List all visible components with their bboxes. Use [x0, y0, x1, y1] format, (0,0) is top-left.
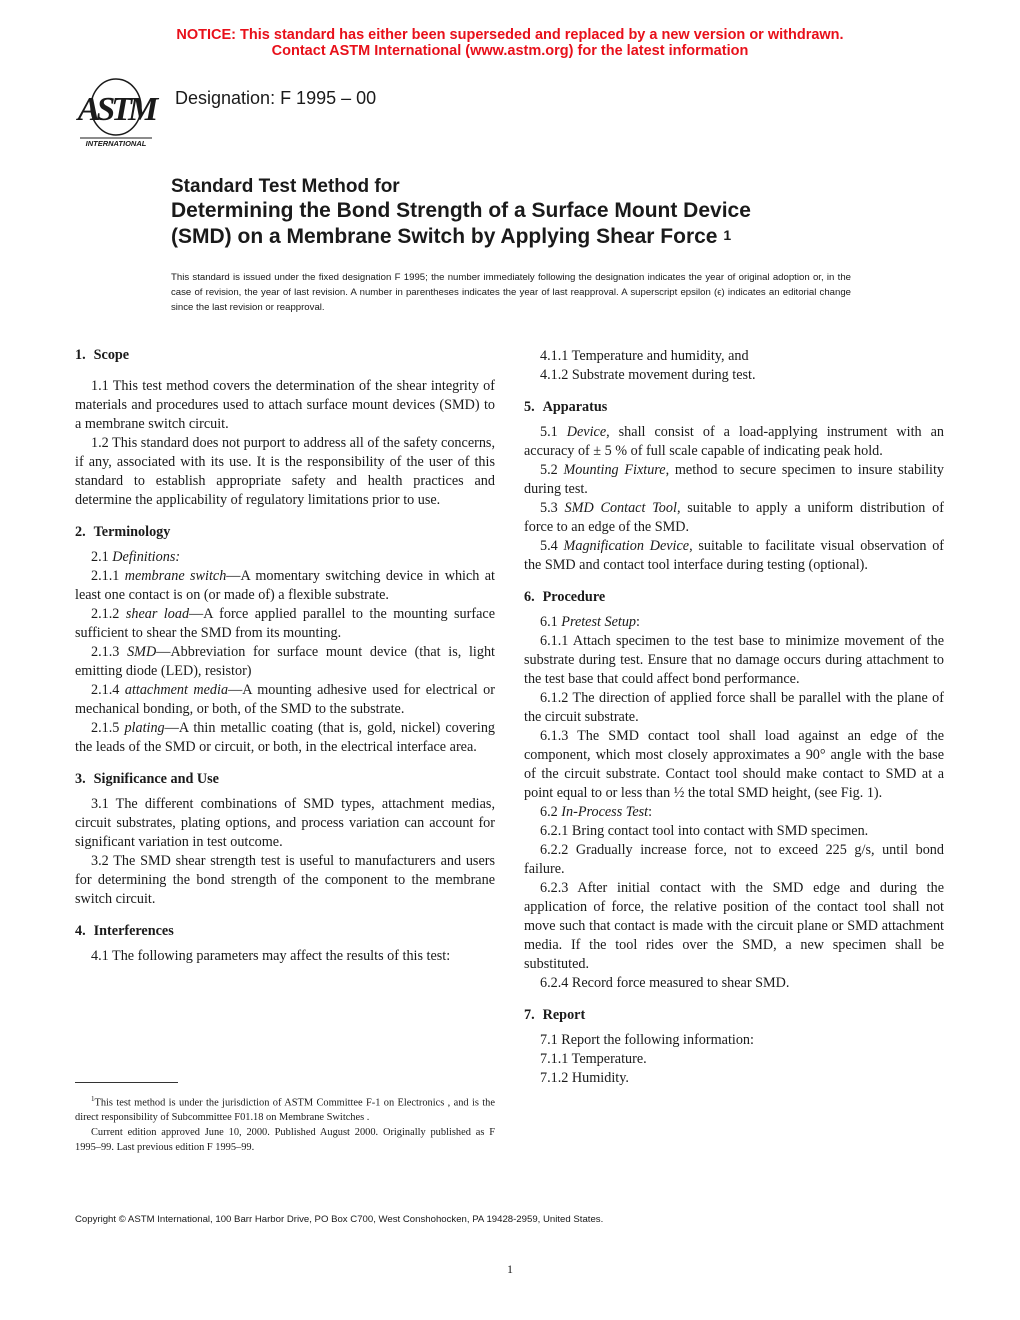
paragraph: 2.1.5 plating—A thin metallic coating (that is, gold, nickel) covering the leads of the SMD or circuit, or both, in the electrical interface area.	[75, 720, 496, 755]
paragraph: 2.1.1 membrane switch—A momentary switching device in which at least one contact is on (or made of) a flexible substrate.	[75, 568, 495, 603]
page-title	[171, 175, 891, 250]
section-heading: 1. Scope	[75, 347, 130, 363]
section-heading: 3. Significance and Use	[75, 771, 219, 787]
paragraph: 5.1 Device, shall consist of a load-applying instrument with an accuracy of ± 5 % of full scale capable of indicating peak hold.	[524, 424, 945, 459]
section-heading: 4. Interferences	[75, 923, 174, 939]
paragraph: 6.2 In-Process Test:	[540, 804, 653, 820]
paragraph: 2.1.3 SMD—Abbreviation for surface mount device (that is, light emitting diode (LED), resistor)	[75, 644, 495, 679]
paragraph: 3.1 The different combinations of SMD types, attachment medias, circuit substrates, plating options, and process variation can account for significant variation in test outcome.	[75, 796, 495, 850]
paragraph: 7.1.2 Humidity.	[540, 1070, 629, 1086]
section-heading: 6. Procedure	[524, 589, 606, 605]
section-heading: 5. Apparatus	[524, 399, 608, 415]
svg-text:INTERNATIONAL: INTERNATIONAL	[85, 139, 147, 148]
paragraph: 7.1 Report the following information:	[540, 1032, 754, 1048]
paragraph: 5.3 SMD Contact Tool, suitable to apply a uniform distribution of force to an edge of the SMD.	[524, 500, 944, 535]
footnote-2: Current edition approved June 10, 2000. Published August 2000. Originally published as F 1995–99. Last previous edition F 1995–99.	[75, 1127, 495, 1154]
paragraph: 6.2.3 After initial contact with the SMD edge and during the application of force, the relative position of the contact tool shall not move such that contact is made with the circuit plane or SMD attachment media. If the tool rides over the SMD, a new specimen shall be substituted.	[524, 880, 944, 972]
paragraph: 6.1.3 The SMD contact tool shall load against an edge of the component, which most closely approximates a 90° angle with the base of the circuit substrate. Contact tool should make contact to SMD at a point equal to or less than ½ the total SMD height, (see Fig. 1).	[524, 728, 944, 801]
astm-logo-icon	[70, 72, 162, 150]
footnote-1: $^1$This test method is under the jurisdiction of ASTM Committee F-1 on Electronics , and is the direct responsibility of Subcommittee F01.18 on Membrane Switches .	[75, 1095, 495, 1124]
paragraph: 7.1.1 Temperature.	[540, 1051, 647, 1067]
astm-logo	[70, 72, 162, 150]
paragraph: 6.1 Pretest Setup:	[540, 614, 640, 630]
title-line-2: Determining the Bond Strength of a Surface Mount Device	[171, 199, 751, 222]
notice-line-1: NOTICE: This standard has either been superseded and replaced by a new version or withdrawn.	[176, 27, 844, 43]
footnotes	[75, 1092, 495, 1155]
title-footnote-mark: 1	[723, 227, 732, 243]
section-heading: 7. Report	[524, 1007, 586, 1023]
paragraph: 1.2 This standard does not purport to address all of the safety concerns, if any, associated with its use. It is the responsibility of the user of this standard to establish appropriate safety and health practices and determine the applicability of regulatory limitations prior to use.	[75, 435, 495, 508]
notice-line-2: Contact ASTM International (www.astm.org) for the latest information	[271, 43, 749, 59]
footnote-divider	[75, 1082, 178, 1083]
copyright: Copyright © ASTM International, 100 Barr Harbor Drive, PO Box C700, West Conshohocken, PA 19428-2959, United States.	[75, 1214, 604, 1225]
paragraph: 2.1.4 attachment media—A mounting adhesive used for electrical or mechanical bonding, or both, of the SMD to the substrate.	[75, 682, 495, 717]
paragraph: 1.1 This test method covers the determination of the shear integrity of materials and procedures used to attach surface mount devices (SMD) to a membrane switch circuit.	[75, 378, 495, 432]
title-line-3	[171, 224, 891, 250]
svg-text:ASTM: ASTM	[77, 91, 155, 128]
paragraph: 3.2 The SMD shear strength test is useful to manufacturers and users for determining the bond strength of the component to the membrane switch circuit.	[75, 853, 495, 907]
paragraph: 6.1.1 Attach specimen to the test base to minimize movement of the substrate during test. Ensure that no damage occurs during attachment to the test base that could affect bond performance.	[524, 633, 944, 687]
title-line-1: Standard Test Method for	[171, 176, 400, 197]
paragraph: 5.2 Mounting Fixture, method to secure specimen to insure stability during test.	[524, 462, 945, 497]
page-number: 1	[507, 1262, 513, 1276]
paragraph: 4.1.2 Substrate movement during test.	[540, 367, 756, 383]
issued-note: This standard is issued under the fixed designation F 1995; the number immediately following the designation indicates the year of original adoption or, in the case of revision, the year of last revision. A number in parentheses indicates the year of last reapproval. A superscript epsilon (ϵ) indicates an editorial change since the last revision or reapproval.	[171, 272, 851, 313]
paragraph: 6.1.2 The direction of applied force shall be parallel with the plane of the circuit substrate.	[524, 690, 944, 725]
right-column	[524, 347, 944, 1088]
paragraph: 6.2.4 Record force measured to shear SMD.	[540, 975, 790, 991]
title-line-3-text: (SMD) on a Membrane Switch by Applying Shear Force	[171, 225, 718, 248]
paragraph: 6.2.1 Bring contact tool into contact with SMD specimen.	[540, 823, 869, 839]
paragraph: 6.2.2 Gradually increase force, not to exceed 225 g/s, until bond failure.	[524, 842, 944, 877]
paragraph: 2.1 Definitions:	[91, 549, 181, 565]
designation: Designation: F 1995 – 00	[175, 88, 377, 108]
paragraph: 4.1.1 Temperature and humidity, and	[540, 348, 749, 364]
left-column	[75, 346, 495, 966]
paragraph: 4.1 The following parameters may affect the results of this test:	[91, 948, 451, 964]
paragraph: 2.1.2 shear load—A force applied parallel to the mounting surface sufficient to shear the SMD from its mounting.	[75, 606, 495, 641]
section-heading: 2. Terminology	[75, 524, 171, 540]
paragraph: 5.4 Magnification Device, suitable to facilitate visual observation of the SMD and contact tool interface during testing (optional).	[524, 538, 945, 573]
